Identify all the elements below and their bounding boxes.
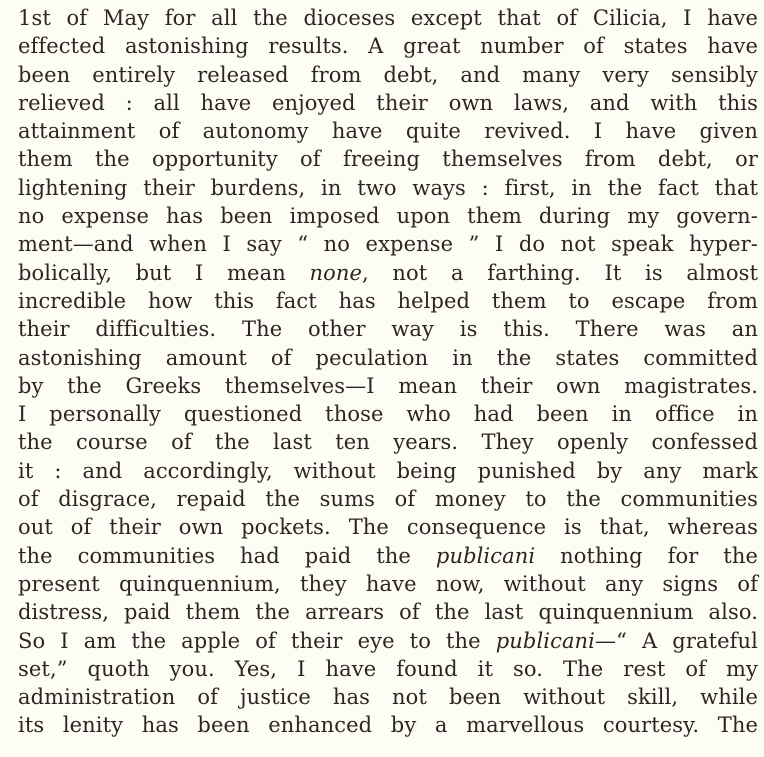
text-segment: present quinquennium, they have now, without any signs of [18, 571, 758, 596]
text-line [18, 627, 758, 655]
text-segment: them the opportunity of freeing themselves from debt, or [18, 147, 758, 172]
text-line [18, 287, 758, 315]
text-segment: attainment of autonomy have quite revived. I have given [18, 119, 758, 144]
text-segment: distress, paid them the arrears of the last quinquennium also. [18, 600, 758, 625]
text-line [18, 513, 758, 541]
text-line [18, 315, 758, 343]
text-line [18, 428, 758, 456]
text-segment: the communities had paid the [18, 543, 436, 568]
text-line [18, 117, 758, 145]
book-page [18, 4, 758, 740]
text-line [18, 683, 758, 711]
text-segment: I personally questioned those who had been in office in [18, 402, 758, 427]
text-segment: incredible how this fact has helped them to escape from [18, 288, 758, 313]
text-line [18, 145, 758, 173]
text-segment: no expense has been imposed upon them during my govern- [18, 204, 758, 229]
text-line [18, 174, 758, 202]
text-segment: nothing for the [535, 543, 758, 568]
text-line [18, 655, 758, 683]
text-line [18, 259, 758, 287]
text-line [18, 372, 758, 400]
text-segment: it : and accordingly, without being punished by any mark [18, 458, 758, 483]
text-line [18, 4, 758, 32]
text-line [18, 89, 758, 117]
text-line [18, 457, 758, 485]
text-segment: the course of the last ten years. They openly confessed [18, 430, 758, 455]
text-segment: relieved : all have enjoyed their own laws, and with this [18, 90, 758, 115]
italic-word: publicani [435, 543, 536, 568]
text-segment: , not a farthing. It is almost [362, 260, 758, 285]
text-line [18, 598, 758, 626]
text-line [18, 711, 758, 739]
text-segment: been entirely released from debt, and many very sensibly [18, 62, 758, 87]
text-line [18, 202, 758, 230]
text-segment: by the Greeks themselves—I mean their own magistrates. [18, 373, 758, 398]
text-segment: out of their own pockets. The consequence is that, whereas [18, 515, 758, 540]
text-segment: ment—and when I say “ no expense ” I do not speak hyper- [18, 232, 758, 257]
text-line [18, 230, 758, 258]
text-segment: its lenity has been enhanced by a marvellous courtesy. The [18, 713, 758, 738]
italic-word: publicani [495, 628, 596, 653]
text-line [18, 344, 758, 372]
text-line [18, 32, 758, 60]
text-line [18, 61, 758, 89]
text-line [18, 570, 758, 598]
text-line [18, 400, 758, 428]
text-segment: So I am the apple of their eye to the [18, 628, 496, 653]
text-segment: of disgrace, repaid the sums of money to the communities [18, 487, 758, 512]
text-segment: set,” quoth you. Yes, I have found it so. The rest of my [18, 656, 758, 681]
italic-word: none [309, 260, 362, 285]
text-line [18, 485, 758, 513]
text-segment: administration of justice has not been without skill, while [18, 685, 758, 710]
text-segment: 1st of May for all the dioceses except that of Cilicia, I have [18, 6, 758, 30]
text-line [18, 542, 758, 570]
text-segment: effected astonishing results. A great number of states have [18, 34, 758, 59]
text-segment: their difficulties. The other way is this. There was an [18, 317, 758, 342]
text-segment: bolically, but I mean [18, 260, 310, 285]
text-segment: lightening their burdens, in two ways : first, in the fact that [18, 175, 758, 200]
text-segment: —“ A grateful [595, 628, 758, 653]
text-segment: astonishing amount of peculation in the states committed [18, 345, 758, 370]
